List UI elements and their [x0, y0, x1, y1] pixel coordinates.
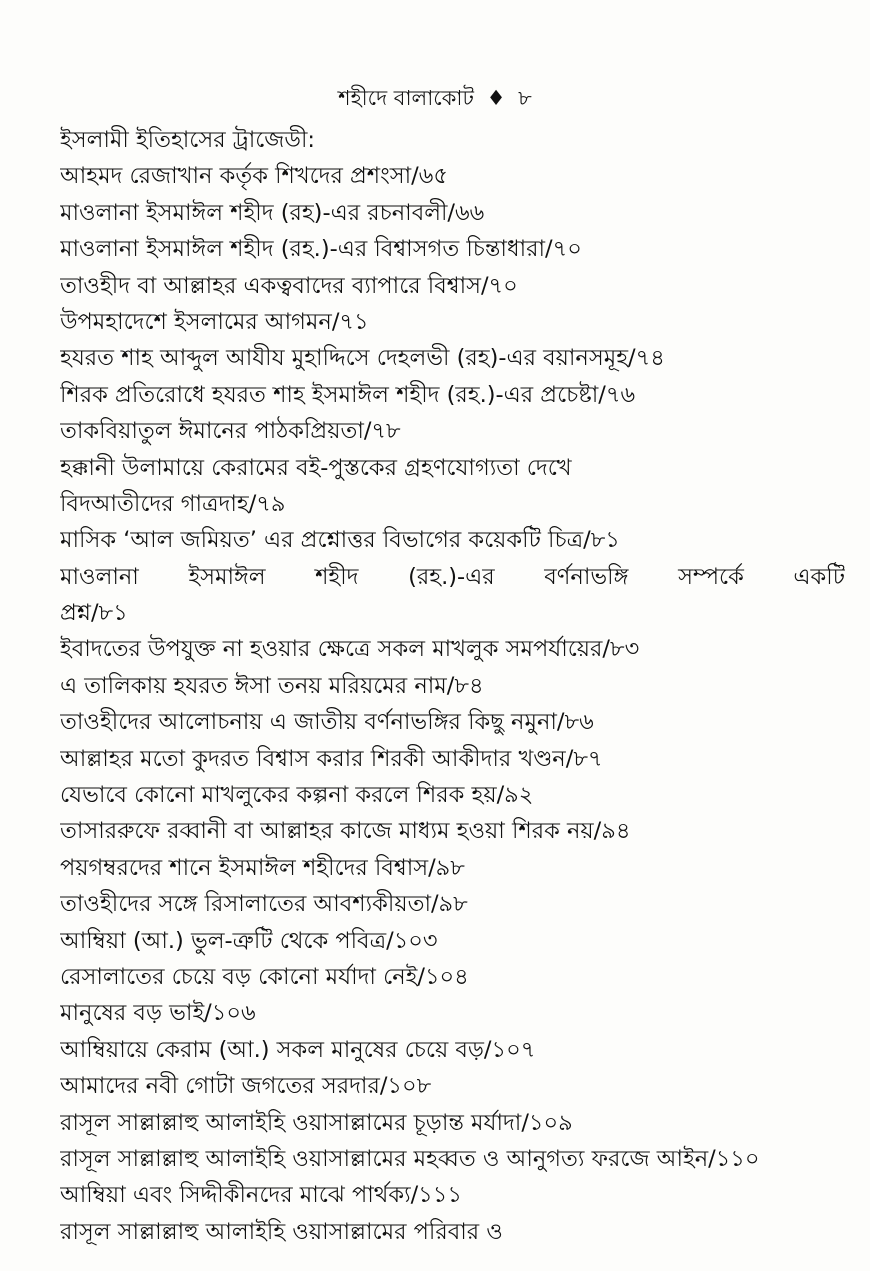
- table-of-contents: [60, 122, 845, 1250]
- toc-entry: আমাদের নবী গোটা জগতের সরদার/১০৮: [60, 1073, 432, 1100]
- toc-entry: হক্কানী উলামায়ে কেরামের বই-পুস্তকের গ্রহণযোগ্যতা দেখে: [60, 454, 572, 481]
- toc-entry: রেসালাতের চেয়ে বড় কোনো মর্যাদা নেই/১০৪: [60, 963, 469, 990]
- toc-entry: ইসলামী ইতিহাসের ট্রাজেডী:: [60, 127, 315, 153]
- toc-entry: আম্বিয়া এবং সিদ্দীকীনদের মাঝে পার্থক্য/১১১: [60, 1182, 462, 1209]
- book-title: শহীদে বালাকোট: [338, 86, 474, 110]
- running-header: [0, 84, 870, 112]
- toc-entry: তাওহীদ বা আল্লাহর একত্ববাদের ব্যাপারে বিশ্বাস/৭০: [60, 272, 518, 299]
- toc-entry: মানুষের বড় ভাই/১০৬: [60, 1000, 256, 1027]
- page-number: ৮: [518, 86, 532, 110]
- toc-entry: আল্লাহর মতো কুদরত বিশ্বাস করার শিরকী আকীদার খণ্ডন/৮৭: [60, 745, 603, 772]
- toc-entry: মাসিক ‘আল জমিয়ত’ এর প্রশ্নোত্তর বিভাগের কয়েকটি চিত্র/৮১: [60, 527, 620, 554]
- toc-entry: প্রশ্ন/৮১: [60, 600, 128, 627]
- toc-entry: তাকবিয়াতুল ঈমানের পাঠকপ্রিয়তা/৭৮: [60, 418, 401, 445]
- toc-entry: মাওলানা ইসমাঈল শহীদ (রহ.)-এর বর্ণনাভঙ্গি সম্পর্কে একটি: [60, 563, 845, 590]
- toc-entry: উপমহাদেশে ইসলামের আগমন/৭১: [60, 308, 369, 335]
- toc-entry: আম্বিয়ায়ে কেরাম (আ.) সকল মানুষের চেয়ে বড়/১০৭: [60, 1036, 536, 1063]
- diamond-bullet-icon: ♦: [486, 86, 506, 110]
- toc-entry: তাসাররুফে রব্বানী বা আল্লাহর কাজে মাধ্যম হওয়া শিরক নয়/৯৪: [60, 818, 631, 845]
- toc-entry: আহমদ রেজাখান কর্তৃক শিখদের প্রশংসা/৬৫: [60, 163, 448, 190]
- toc-entry: এ তালিকায় হযরত ঈসা তনয় মরিয়মের নাম/৮৪: [60, 672, 484, 699]
- toc-entry: রাসূল সাল্লাল্লাহু আলাইহি ওয়াসাল্লামের চূড়ান্ত মর্যাদা/১০৯: [60, 1109, 573, 1136]
- toc-entry: আম্বিয়া (আ.) ভুল-ত্রুটি থেকে পবিত্র/১০৩: [60, 927, 438, 954]
- toc-entry: রাসূল সাল্লাল্লাহু আলাইহি ওয়াসাল্লামের পরিবার ও: [60, 1218, 503, 1245]
- toc-entry: হযরত শাহ আব্দুল আযীয মুহাদ্দিসে দেহলভী (রহ)-এর বয়ানসমূহ/৭৪: [60, 345, 665, 372]
- toc-entry: যেভাবে কোনো মাখলুকের কল্পনা করলে শিরক হয়/৯২: [60, 782, 534, 809]
- toc-entry: মাওলানা ইসমাঈল শহীদ (রহ)-এর রচনাবলী/৬৬: [60, 199, 485, 226]
- toc-entry: শিরক প্রতিরোধে হযরত শাহ ইসমাঈল শহীদ (রহ.)-এর প্রচেষ্টা/৭৬: [60, 381, 636, 408]
- toc-entry: তাওহীদের আলোচনায় এ জাতীয় বর্ণনাভঙ্গির কিছু নমুনা/৮৬: [60, 709, 594, 736]
- toc-entry: ইবাদতের উপযুক্ত না হওয়ার ক্ষেত্রে সকল মাখলুক সমপর্যায়ের/৮৩: [60, 636, 640, 663]
- toc-entry: মাওলানা ইসমাঈল শহীদ (রহ.)-এর বিশ্বাসগত চিন্তাধারা/৭০: [60, 236, 582, 263]
- toc-entry: তাওহীদের সঙ্গে রিসালাতের আবশ্যকীয়তা/৯৮: [60, 891, 468, 918]
- toc-entry: রাসূল সাল্লাল্লাহু আলাইহি ওয়াসাল্লামের মহব্বত ও আনুগত্য ফরজে আইন/১১০: [60, 1145, 760, 1172]
- toc-entry: বিদআতীদের গাত্রদাহ/৭৯: [60, 490, 286, 517]
- toc-entry: পয়গম্বরদের শানে ইসমাঈল শহীদের বিশ্বাস/৯৮: [60, 854, 465, 881]
